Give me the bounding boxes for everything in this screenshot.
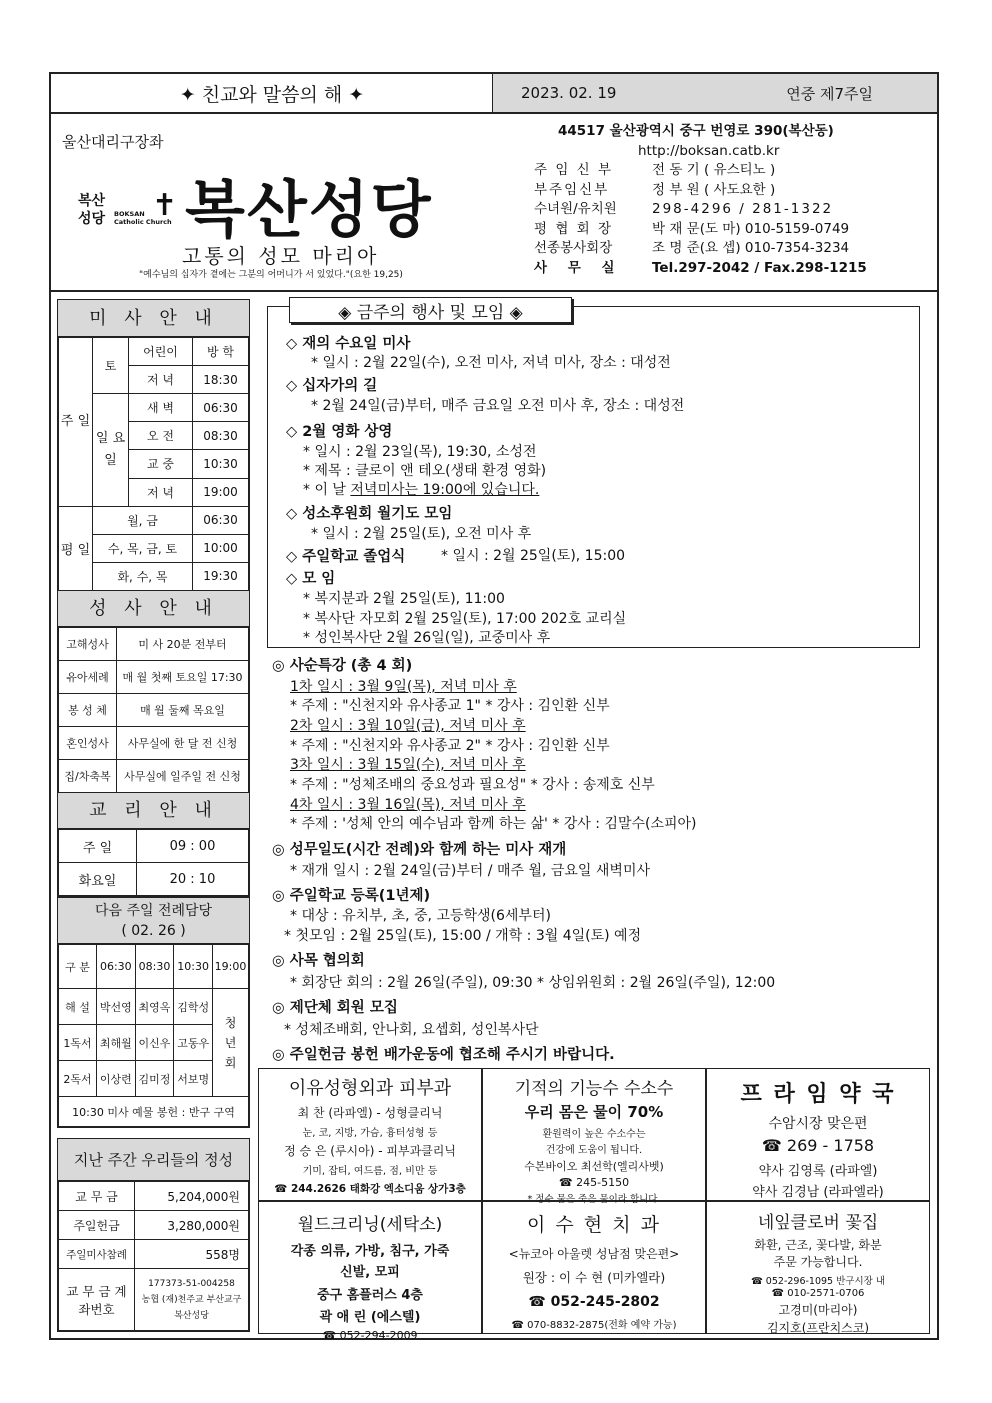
catechism-info: 교 리 안 내 주 일 09 : 00 화요일 20 : 10 (57, 792, 250, 897)
text-line: ◎ 사목 협의회 (272, 953, 365, 969)
table-cell: 18:30 (193, 366, 249, 394)
text-line: ◇ 모 임 (286, 571, 336, 587)
text-line: 최 찬 (라파엘) - 성형클리닉 (297, 1106, 443, 1120)
section-title: 미 사 안 내 (58, 300, 249, 337)
text-line: ◇ 2월 영화 상영 (286, 424, 393, 440)
ad-pharmacy (706, 1068, 930, 1201)
table-cell: 주 일 (59, 830, 137, 863)
divider (51, 112, 937, 114)
table-cell: 19:00 (193, 478, 249, 506)
table-cell: 3,280,000원 (135, 1211, 249, 1240)
text-line: ◎ 사순특강 (총 4 회) (272, 658, 413, 674)
table-cell: 매 월 첫째 토요일 17:30 (117, 661, 249, 694)
text-line: * 2월 24일(금)부터, 매주 금요일 오전 미사 후, 장소 : 대성전 (311, 398, 685, 414)
ad-florist (706, 1201, 930, 1334)
text-line: 월드크리닝(세탁소) (297, 1215, 443, 1235)
text-line: ◇ 십자가의 길 (286, 378, 378, 394)
text-line: 사 무 실 (534, 259, 623, 276)
text-line: 눈, 코, 지방, 가슴, 흉터성형 등 (302, 1128, 438, 1139)
logo-english: BOKSAN Catholic Church (114, 210, 172, 226)
text-line: 수암시장 맞은편 (768, 1116, 868, 1132)
table-cell: 화요일 (59, 863, 137, 896)
sacrament-info: 성 사 안 내 고해성사 미 사 20분 전부터 유아세례 매 월 첫째 토요일 17:30 봉 성 체 매 월 둘째 목요일 혼인성사 사무실에 한 달 전 신청 집/차축복 사무실에 일주일 전 신청 (57, 590, 250, 794)
table-cell: 교 중 (129, 450, 193, 478)
text-line: * 주제 : '성체 안의 예수님과 함께 하는 삶' * 강사 : 김말수(소피아) (290, 816, 697, 832)
table-cell: 평 일 (59, 506, 93, 590)
patron-title: 고통의 성모 마리아 (182, 244, 380, 268)
text-line: 이 수 현 치 과 (527, 1214, 661, 1236)
text-line: 건강에 도움이 됩니다. (545, 1145, 643, 1156)
table-cell: 청 년 회 (213, 989, 249, 1097)
text-line: * 일시 : 2월 25일(토), 15:00 (441, 548, 626, 564)
text-line: 3차 일시 : 3월 15일(수), 저녁 미사 후 (290, 757, 526, 773)
table-cell: 저 녁 (129, 478, 193, 506)
table-cell: 일 요 일 (93, 394, 129, 506)
text-line: <뉴코아 아울렛 성남점 맞은편> (508, 1247, 680, 1261)
text-line: 곽 애 린 (에스텔) (319, 1310, 421, 1325)
diocese-label: 울산대리구장좌 (62, 133, 164, 151)
homepage-link[interactable]: http://boksan.catb.kr (638, 142, 780, 159)
table-cell: 집/차축복 (59, 760, 117, 793)
text-line: 프 라 임 약 국 (740, 1082, 896, 1107)
text-line: 평 협 회 장 (534, 220, 614, 237)
sunday-label: 주 일 (59, 338, 93, 507)
text-line: 네잎클로버 꽃집 (757, 1213, 879, 1233)
table-cell: 06:30 (193, 506, 249, 534)
table-cell: 미 사 20분 전부터 (117, 628, 249, 661)
text-line: ☎ 010-2571-0706 (771, 1288, 865, 1299)
table-cell: 김학성 (174, 989, 213, 1025)
text-line: 약사 김영록 (라파엘) (758, 1164, 878, 1179)
table-cell: 박선영 (97, 989, 136, 1025)
text-line: 원장 : 이 수 현 (미카엘라) (522, 1270, 666, 1285)
table-cell: 새 벽 (129, 394, 193, 422)
scripture-quote: "예수님의 십자가 곁에는 그분의 어머니가 서 있었다."(요한 19,25) (139, 270, 403, 280)
text-line: 신발, 모피 (340, 1265, 400, 1280)
text-line: 298-4296 / 281-1322 (652, 201, 834, 217)
liturgical-week: 연중 제7주일 (786, 84, 873, 103)
table-cell: 봉 성 체 (59, 694, 117, 727)
text-line: 중구 홈플러스 4층 (316, 1288, 423, 1303)
table-cell: 2독서 (59, 1061, 97, 1097)
table-cell: 177373-51-004258 농협 (재)천주교 부산교구 복산성당 (135, 1269, 249, 1331)
table-cell: 구 분 (59, 945, 97, 989)
text-line: 전 동 기 ( 유스티노 ) (652, 162, 776, 178)
table-cell: 20 : 10 (137, 863, 249, 896)
text-line: ☎ 052-294-2009 (322, 1329, 418, 1342)
table-cell: 08:30 (193, 422, 249, 450)
text-line: ◎ 성무일도(시간 전례)와 함께 하는 미사 재개 (272, 842, 567, 858)
text-line: 화환, 근조, 꽃다발, 화분 (754, 1238, 882, 1252)
table-cell: 오 전 (129, 422, 193, 450)
text-line: * 정수 물은 죽은 물이라 합니다. (527, 1194, 661, 1205)
text-line: 약사 김경남 (라파엘라) (752, 1185, 884, 1200)
mass-schedule (57, 299, 250, 592)
text-line: ☎ 245-5150 (558, 1176, 630, 1189)
text-line: 1차 일시 : 3월 9일(목), 저녁 미사 후 (290, 679, 517, 695)
text-line: 기적의 기능수 수소수 (514, 1079, 674, 1099)
text-line: ☎ 269 - 1758 (761, 1136, 875, 1155)
table-cell: 교 무 금 계좌번호 (59, 1269, 135, 1331)
text-line: ◇ 주일학교 졸업식 (286, 549, 406, 565)
divider (51, 290, 937, 292)
table-cell: 06:30 (97, 945, 136, 989)
text-line: * 일시 : 2월 22일(수), 오전 미사, 저녁 미사, 장소 : 대성전 (311, 355, 671, 371)
text-line: * 재개 일시 : 2월 24일(금)부터 / 매주 월, 금요일 새벽미사 (290, 863, 650, 879)
text-line: * 이 날 저녁미사는 19:00에 있습니다. (303, 482, 540, 498)
text-line: 고경미(마리아) (778, 1303, 858, 1317)
text-line: 각종 의류, 가방, 침구, 가죽 (290, 1244, 450, 1259)
logo-text: 복산 성당 (78, 193, 106, 227)
text-line: 우리 몸은 물이 70% (524, 1103, 664, 1121)
ad-clinic (258, 1068, 482, 1201)
text-line: 환원력이 높은 수소수는 (542, 1129, 646, 1140)
table-cell: 10:30 (193, 450, 249, 478)
text-line: 정 부 원 ( 사도요한 ) (652, 181, 776, 198)
table-cell: 사무실에 일주일 전 신청 (117, 760, 249, 793)
date-bar (493, 74, 937, 112)
table-cell: 06:30 (193, 394, 249, 422)
table-cell: 고동우 (174, 1025, 213, 1061)
text-line: ☎ 244.2626 태화강 엑소디움 상가3층 (274, 1183, 466, 1195)
table-cell: 방 학 (193, 338, 249, 366)
address: 44517 울산광역시 중구 번영로 390(복산동) (558, 123, 834, 139)
text-line: * 복지분과 2월 25일(토), 11:00 (303, 591, 505, 607)
text-line: ☎ 070-8832-2875(전화 예약 가능) (511, 1320, 677, 1331)
table-cell: 주일미사참례 (59, 1240, 135, 1269)
text-line: * 일시 : 2월 25일(토), 오전 미사 후 (311, 526, 532, 542)
text-line: ◎ 주일헌금 봉헌 배가운동에 협조해 주시기 바랍니다. (272, 1047, 615, 1063)
text-line: 4차 일시 : 3월 16일(목), 저녁 미사 후 (290, 797, 526, 813)
text-line: * 주제 : "성체조배의 중요성과 필요성" * 강사 : 송제호 신부 (290, 777, 655, 793)
table-cell: 사무실에 한 달 전 신청 (117, 727, 249, 760)
text-line: * 주제 : "신천지와 유사종교 1" * 강사 : 김인환 신부 (290, 698, 610, 714)
text-line: ☎ 052-296-1095 반구시장 내 (750, 1276, 886, 1287)
table-cell: 혼인성사 (59, 727, 117, 760)
text-line: 수녀원/유치원 (534, 201, 617, 217)
table-cell: 09 : 00 (137, 830, 249, 863)
table-cell: 어린이 (129, 338, 193, 366)
text-line: 주문 가능합니다. (773, 1255, 863, 1269)
text-line: ◎ 제단체 회원 모집 (272, 1000, 398, 1016)
table-cell: 수, 목, 금, 토 (93, 534, 193, 562)
text-line: Tel.297-2042 / Fax.298-1215 (652, 259, 867, 276)
text-line: 선종봉사회장 (534, 240, 613, 256)
table-cell: 이상련 (97, 1061, 136, 1097)
text-line: ◇ 재의 수요일 미사 (286, 336, 411, 352)
text-line: 주 임 신 부 (534, 162, 614, 178)
ad-dental (482, 1201, 706, 1334)
table-cell: 토 (93, 338, 129, 394)
text-line: * 복사단 자모회 2월 25일(토), 17:00 202호 교리실 (303, 611, 627, 627)
table-cell: 교 무 금 (59, 1182, 135, 1211)
text-line: 조 명 준(요 셉) 010-7354-3234 (652, 240, 850, 256)
text-line: 부주임신부 (534, 181, 610, 198)
table-cell: 유아세례 (59, 661, 117, 694)
table-cell: 매 월 둘째 목요일 (117, 694, 249, 727)
table-cell: 저 녁 (129, 366, 193, 394)
table-cell: 10:30 미사 예물 봉헌 : 반구 구역 (59, 1097, 249, 1127)
events-title: ◈ 금주의 행사 및 모임 ◈ (289, 297, 572, 323)
text-line: * 성인복사단 2월 26일(일), 교중미사 후 (303, 630, 551, 646)
text-line: * 대상 : 유치부, 초, 중, 고등학생(6세부터) (290, 908, 551, 924)
table-cell: 08:30 (135, 945, 174, 989)
table-cell: 최영옥 (135, 989, 174, 1025)
church-contacts (534, 122, 934, 278)
table-cell: 이신우 (135, 1025, 174, 1061)
table-cell: 화, 수, 목 (93, 562, 193, 590)
table-cell: 19:00 (213, 945, 249, 989)
table-cell: 서보명 (174, 1061, 213, 1097)
ad-water (482, 1068, 706, 1205)
table-cell: 월, 금 (93, 506, 193, 534)
text-line: 기미, 잡티, 여드름, 점, 비만 등 (302, 1166, 438, 1177)
text-line: * 주제 : "신천지와 유사종교 2" * 강사 : 김인환 신부 (290, 738, 610, 754)
text-line: * 제목 : 클로이 앤 테오(생태 환경 영화) (303, 463, 547, 479)
bulletin-date: 2023. 02. 19 (521, 84, 617, 102)
table-cell: 1독서 (59, 1025, 97, 1061)
year-theme: ✦ 친교와 말씀의 해 ✦ (179, 83, 365, 106)
text-line: 이유성형외과 피부과 (288, 1078, 452, 1099)
text-line: ◇ 성소후원회 월기도 모임 (286, 506, 453, 522)
table-cell: 5,204,000원 (135, 1182, 249, 1211)
text-line: * 첫모임 : 2월 25일(토), 15:00 / 개학 : 3월 4일(토) 예정 (284, 928, 642, 944)
table-cell: 10:30 (174, 945, 213, 989)
text-line: * 성체조배회, 안나회, 요셉회, 성인복사단 (284, 1022, 539, 1038)
text-line: 김지호(프란치스코) (766, 1321, 870, 1335)
cross-icon: ✝ (152, 188, 178, 223)
ad-laundry (258, 1201, 482, 1342)
liturgy-roster: 다음 주일 전례담당 ( 02. 26 ) 구 분 06:30 08:30 10:30 19:00 해 설 박선영 최영옥 김학성 청 년 회 1독서 최해월 이신우 고동우 2독서 이상련 김미정 서보명 10:30 미사 예물 봉헌 : 반구 구역 (57, 897, 250, 1128)
text-line: 정 승 은 (루시아) - 피부과클리닉 (284, 1144, 456, 1158)
table-cell: 고해성사 (59, 628, 117, 661)
text-line: ◎ 주일학교 등록(1년제) (272, 888, 431, 904)
text-line: 박 재 문(도 마) 010-5159-0749 (652, 220, 850, 237)
text-line: 수본바이오 최선학(엘리사벳) (524, 1160, 664, 1173)
church-name: 복산성당 (185, 173, 433, 246)
text-line: 2차 일시 : 3월 10일(금), 저녁 미사 후 (290, 718, 526, 734)
text-line: ☎ 052-245-2802 (528, 1294, 660, 1310)
text-line: * 일시 : 2월 23일(목), 19:30, 소성전 (303, 444, 537, 460)
offering-report: 지난 주간 우리들의 정성 교 무 금 5,204,000원 주일헌금 3,280,000원 주일미사참례 558명 교 무 금 계좌번호 177373-51-004258 농협 (재)천주교 부산교구 복산성당 (57, 1138, 250, 1332)
table-cell: 주일헌금 (59, 1211, 135, 1240)
table-cell: 10:00 (193, 534, 249, 562)
table-cell: 19:30 (193, 562, 249, 590)
table-cell: 해 설 (59, 989, 97, 1025)
table-cell: 558명 (135, 1240, 249, 1269)
table-cell: 김미정 (135, 1061, 174, 1097)
table-cell: 최해월 (97, 1025, 136, 1061)
text-line: * 회장단 회의 : 2월 26일(주일), 09:30 * 상임위원회 : 2월 26일(주일), 12:00 (290, 975, 776, 991)
